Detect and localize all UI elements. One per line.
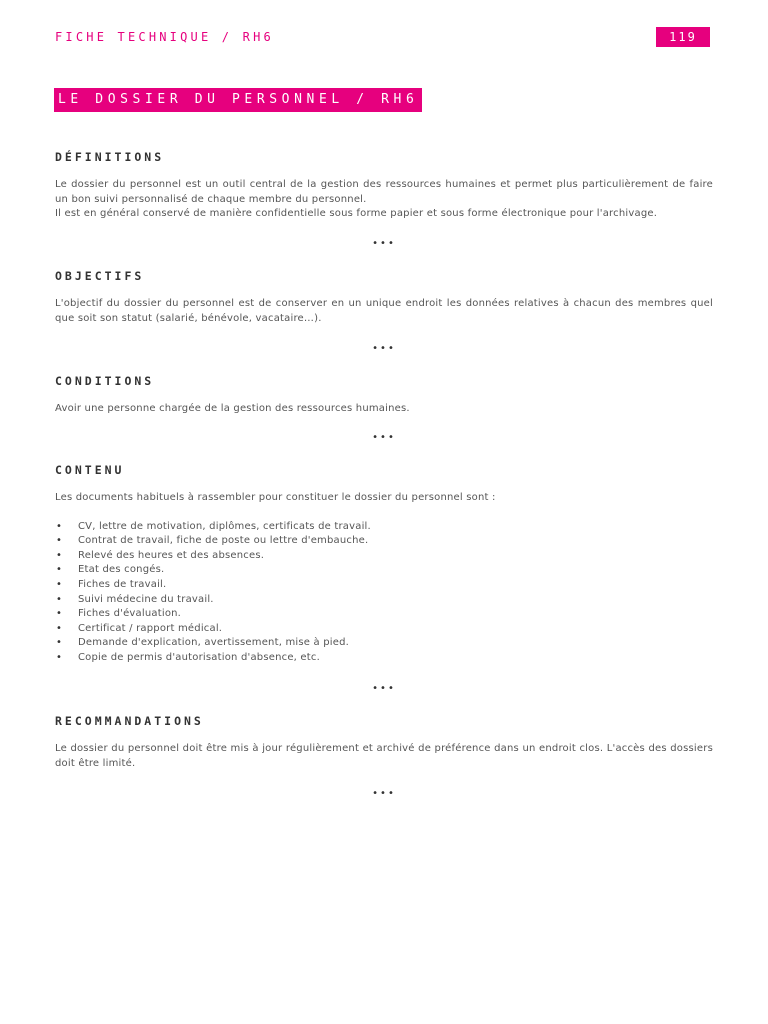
list-item: • Demande d'explication, avertissement, mise à pied. <box>55 636 713 651</box>
paragraph: Il est en général conservé de manière confidentielle sous forme papier et sous forme électronique pour l'archivage. <box>55 208 658 220</box>
list-item: • Certificat / rapport médical. <box>55 622 713 637</box>
section-heading: CONTENU <box>55 463 125 477</box>
separator: ••• <box>372 683 396 694</box>
separator: ••• <box>372 432 396 443</box>
list-item: • Suivi médecine du travail. <box>55 593 713 608</box>
section-contenu <box>55 463 713 666</box>
separator: ••• <box>372 343 396 354</box>
page-number: 119 <box>656 27 710 47</box>
paragraph: L'objectif du dossier du personnel est de conserver en un unique endroit les données relatives à chacun des membres quel que soit son statut (salarié, bénévole, vacataire…). <box>55 298 713 324</box>
list-item: • Fiches de travail. <box>55 578 713 593</box>
main-title: LE DOSSIER DU PERSONNEL / RH6 <box>54 88 422 112</box>
section-heading: OBJECTIFS <box>55 269 145 283</box>
section-heading: RECOMMANDATIONS <box>55 714 204 728</box>
paragraph: Les documents habituels à rassembler pour constituer le dossier du personnel sont : <box>55 492 496 503</box>
list-item: • CV, lettre de motivation, diplômes, certificats de travail. <box>55 520 713 535</box>
section-objectifs <box>55 269 713 326</box>
header-title: FICHE TECHNIQUE / RH6 <box>55 30 274 44</box>
list-item: • Copie de permis d'autorisation d'absence, etc. <box>55 651 713 666</box>
list-item: • Relevé des heures et des absences. <box>55 549 713 564</box>
separator: ••• <box>372 238 396 249</box>
paragraph: Le dossier du personnel doit être mis à jour régulièrement et archivé de préférence dans un endroit clos. L'accès des dossiers doit être limité. <box>55 743 713 769</box>
paragraph: Avoir une personne chargée de la gestion des ressources humaines. <box>55 403 410 414</box>
content-list <box>55 520 713 666</box>
section-recommandations <box>55 714 713 771</box>
list-item: • Contrat de travail, fiche de poste ou lettre d'embauche. <box>55 534 713 549</box>
paragraph: Le dossier du personnel est un outil central de la gestion des ressources humaines et permet plus particulièrement de faire un bon suivi personnalisé de chaque membre du personnel. <box>55 179 713 205</box>
list-item: • Fiches d'évaluation. <box>55 607 713 622</box>
section-heading: CONDITIONS <box>55 374 155 388</box>
section-conditions <box>55 374 713 417</box>
separator: ••• <box>372 788 396 799</box>
section-heading: DÉFINITIONS <box>55 150 165 164</box>
list-item: • Etat des congés. <box>55 563 713 578</box>
section-definitions <box>55 150 713 222</box>
